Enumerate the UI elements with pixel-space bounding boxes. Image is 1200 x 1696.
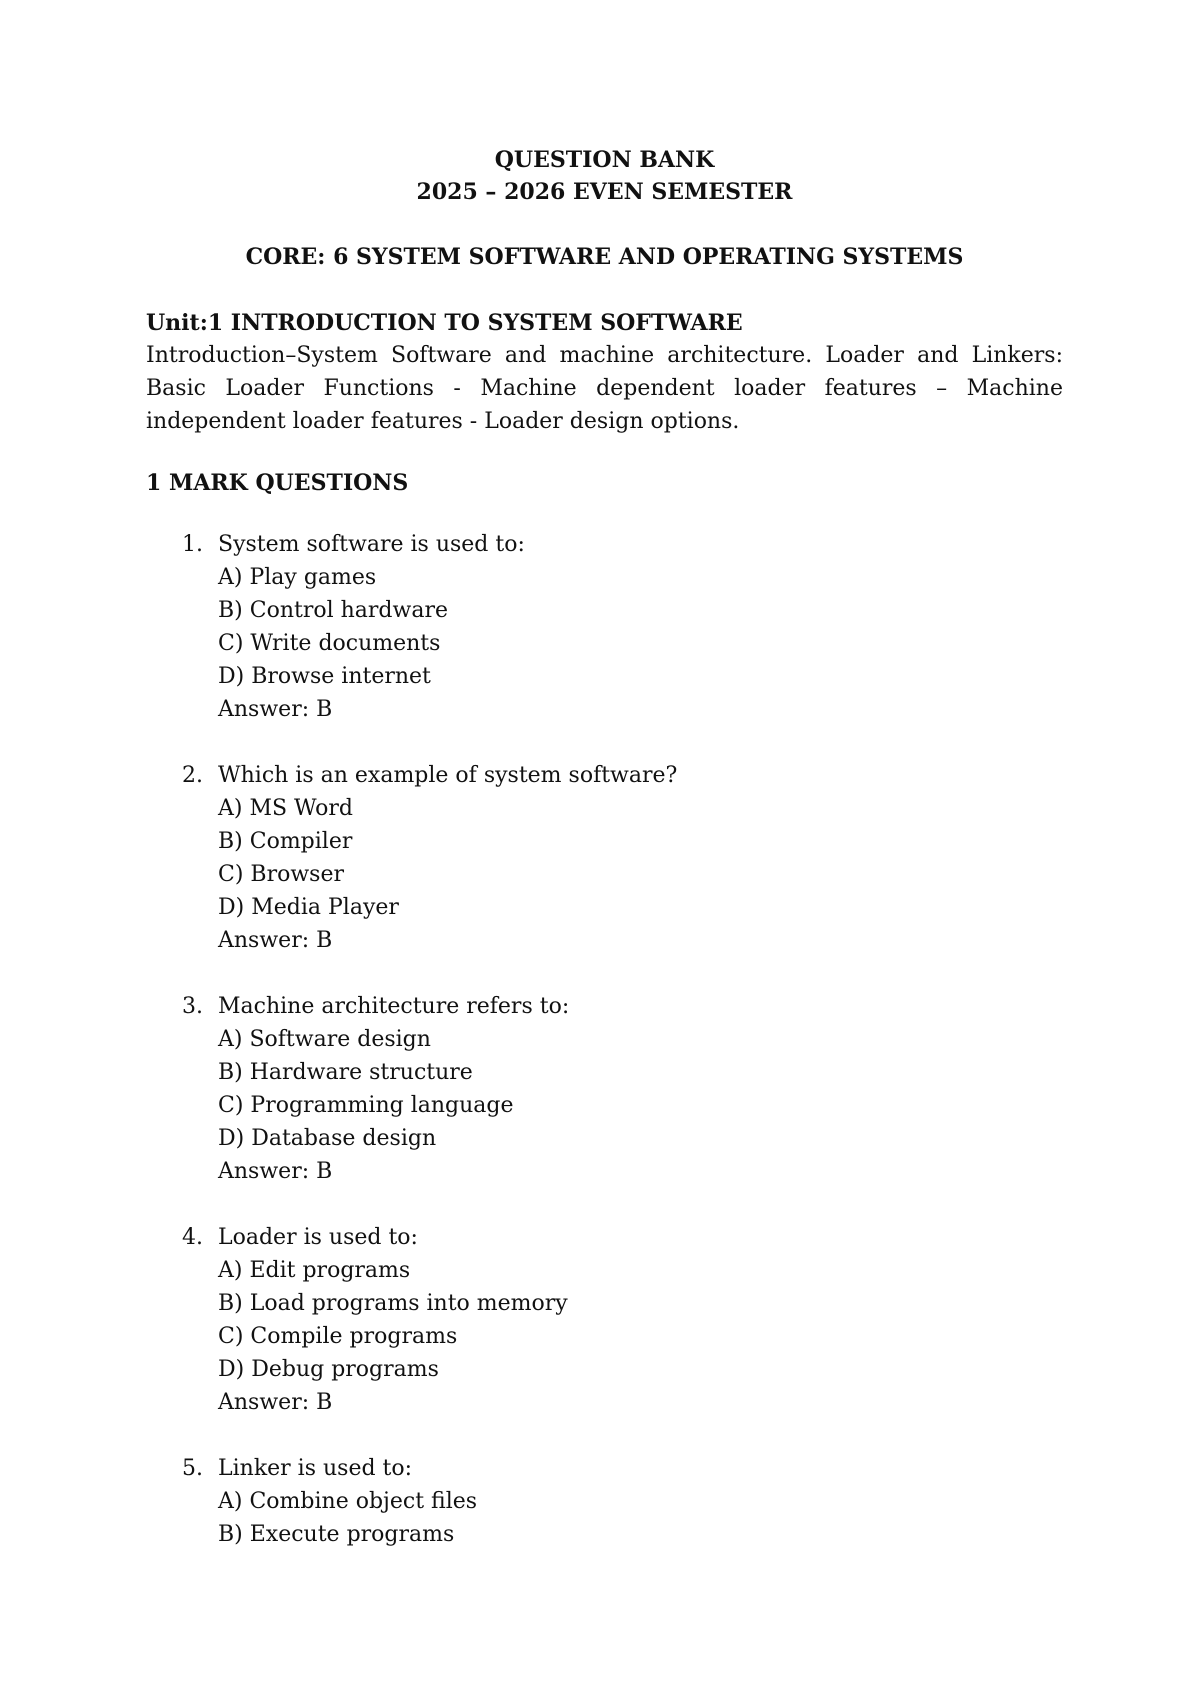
option-a: A) Software design bbox=[218, 1027, 431, 1052]
option-b: B) Load programs into memory bbox=[218, 1291, 568, 1316]
question-item bbox=[146, 528, 1063, 726]
option-b: B) Hardware structure bbox=[218, 1060, 473, 1085]
option-d: D) Debug programs bbox=[218, 1357, 439, 1382]
option-a: A) Combine object files bbox=[218, 1489, 478, 1514]
question-number: 3. bbox=[182, 994, 203, 1019]
option-c: C) Programming language bbox=[218, 1093, 514, 1118]
question-number: 4. bbox=[182, 1225, 203, 1250]
option-a: A) Play games bbox=[218, 565, 377, 590]
unit-heading: Unit:1 INTRODUCTION TO SYSTEM SOFTWARE bbox=[146, 310, 743, 336]
question-text: Loader is used to: bbox=[218, 1225, 418, 1250]
option-c: C) Compile programs bbox=[218, 1324, 458, 1349]
answer-line: Answer: B bbox=[218, 1159, 333, 1184]
question-text: Machine architecture refers to: bbox=[218, 994, 570, 1019]
option-c: C) Browser bbox=[218, 862, 344, 887]
question-text: Which is an example of system software? bbox=[218, 763, 678, 788]
question-text: System software is used to: bbox=[218, 532, 525, 557]
option-b: B) Compiler bbox=[218, 829, 353, 854]
question-item bbox=[146, 990, 1063, 1188]
option-d: D) Media Player bbox=[218, 895, 399, 920]
question-number: 1. bbox=[182, 532, 203, 557]
option-b: B) Control hardware bbox=[218, 598, 448, 623]
option-a: A) MS Word bbox=[218, 796, 354, 821]
option-c: C) Write documents bbox=[218, 631, 441, 656]
option-d: D) Browse internet bbox=[218, 664, 431, 689]
subject-title: CORE: 6 SYSTEM SOFTWARE AND OPERATING SYSTEMS bbox=[245, 244, 964, 270]
question-list bbox=[146, 528, 1063, 1551]
question-text: Linker is used to: bbox=[218, 1456, 413, 1481]
question-item bbox=[146, 1221, 1063, 1419]
unit-description: Introduction–System Software and machine architecture. Loader and Linkers: Basic Loader Functions - Machine dependent loader features – Machine independent loader features - Loader design options. bbox=[146, 343, 1063, 434]
question-number: 5. bbox=[182, 1456, 203, 1481]
option-d: D) Database design bbox=[218, 1126, 437, 1151]
option-b: B) Execute programs bbox=[218, 1522, 455, 1547]
section-heading: 1 MARK QUESTIONS bbox=[146, 470, 409, 496]
semester-line: 2025 – 2026 EVEN SEMESTER bbox=[416, 179, 793, 205]
document-title: QUESTION BANK bbox=[494, 147, 715, 173]
option-a: A) Edit programs bbox=[218, 1258, 411, 1283]
document-header bbox=[146, 144, 1063, 273]
answer-line: Answer: B bbox=[218, 697, 333, 722]
question-item bbox=[146, 1452, 1063, 1551]
answer-line: Answer: B bbox=[218, 928, 333, 953]
question-item bbox=[146, 759, 1063, 957]
answer-line: Answer: B bbox=[218, 1390, 333, 1415]
question-number: 2. bbox=[182, 763, 203, 788]
